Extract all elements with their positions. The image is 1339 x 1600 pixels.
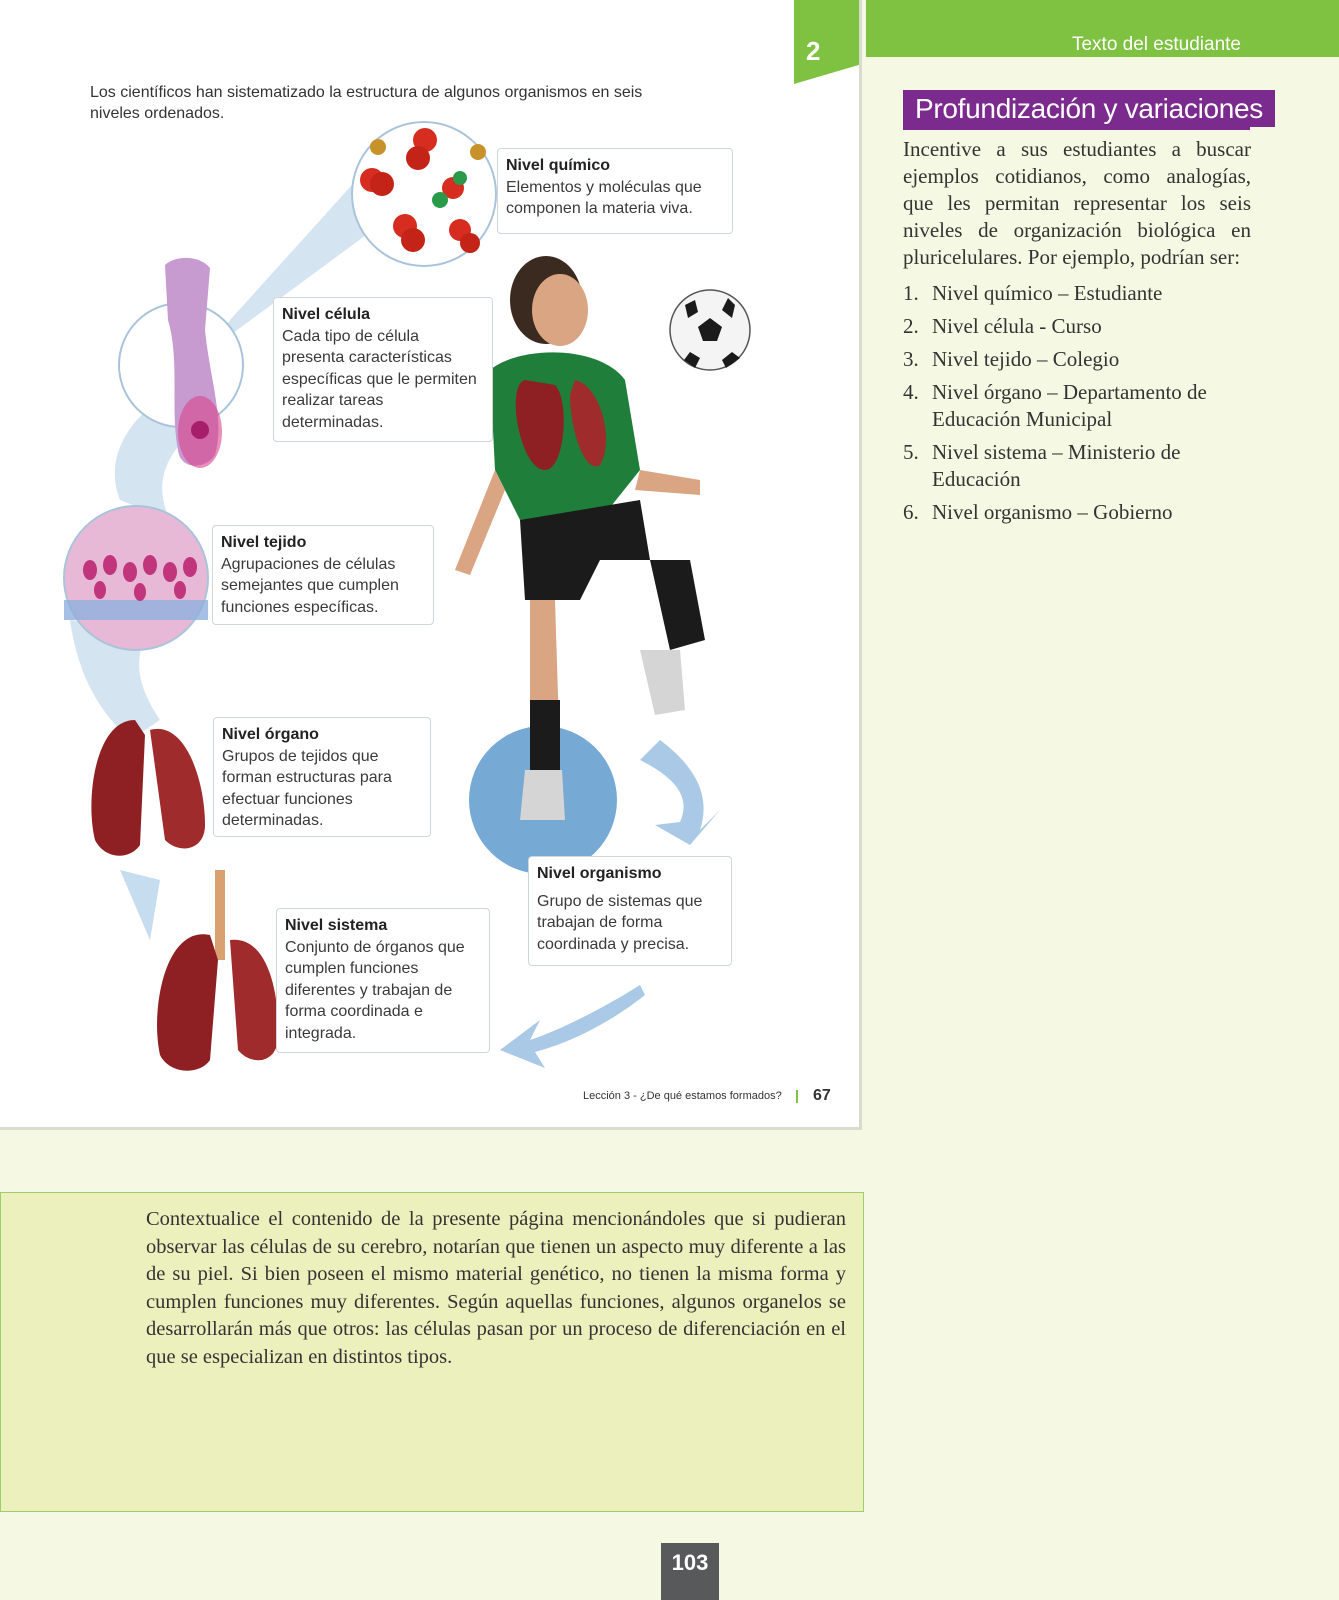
player-raised-sock bbox=[650, 560, 705, 650]
list-number: 4. bbox=[903, 380, 919, 404]
system-lung-right bbox=[230, 940, 278, 1061]
player-shirt bbox=[490, 352, 640, 520]
list-number: 5. bbox=[903, 440, 919, 464]
list-item bbox=[903, 499, 1263, 526]
level-title: Nivel organismo bbox=[537, 865, 662, 882]
intro-text: Los científicos han sistematizado la estructura de algunos organismos en seis niveles ordenados. bbox=[90, 84, 643, 122]
level-title: Nivel tejido bbox=[221, 534, 307, 551]
system-lung-left bbox=[157, 934, 218, 1071]
trachea bbox=[215, 870, 225, 960]
list-number: 6. bbox=[903, 500, 919, 524]
list-item bbox=[903, 313, 1263, 340]
list-text: Nivel órgano – Departamento de Educación Municipal bbox=[932, 380, 1207, 431]
player-shoe bbox=[520, 770, 565, 820]
level-chemical-box bbox=[497, 148, 733, 234]
player-raised-shoe bbox=[640, 650, 685, 715]
lesson-footer: Lección 3 - ¿De qué estamos formados? bbox=[583, 1090, 782, 1102]
player-sock bbox=[530, 700, 560, 770]
page-number: 103 bbox=[661, 1543, 719, 1600]
list-item bbox=[903, 439, 1263, 493]
context-note-text: Contextualice el contenido de la presente página mencionándoles que si pudieran observar las células de su cerebro, notarían que tienen un aspecto muy diferente a las de su piel. Si bien poseen el mismo material genético, no tienen la misma forma y cumplen funciones muy diferentes. Según aquellas funciones, algunos organelos se desarrollarán más que otros: las células pasan por un proceso de diferenciación en el que se especializan en distintos tipos. bbox=[146, 1208, 846, 1368]
list-text: Nivel sistema – Ministerio de Educación bbox=[932, 440, 1181, 491]
level-text: Cada tipo de célula presenta características específicas que le permiten realizar tareas determinadas. bbox=[282, 327, 477, 431]
sidebar-body: Incentive a sus estudiantes a buscar ejemplos cotidianos, como analogías, que les permitan representar los seis niveles de organización biológica en pluricelulares. Por ejemplo, podrían ser: bbox=[903, 137, 1251, 269]
list-item bbox=[903, 346, 1263, 373]
list-number: 3. bbox=[903, 347, 919, 371]
arrow-up-left bbox=[120, 870, 160, 940]
organ-lung-right bbox=[150, 729, 205, 849]
list-text: Nivel organismo – Gobierno bbox=[932, 500, 1173, 524]
list-number: 1. bbox=[903, 281, 919, 305]
list-number: 2. bbox=[903, 314, 919, 338]
student-page-number: 67 bbox=[813, 1087, 831, 1104]
list-text: Nivel tejido – Colegio bbox=[932, 347, 1120, 371]
level-organ-box bbox=[213, 717, 431, 837]
student-textbook-page bbox=[0, 0, 862, 1130]
analogy-list bbox=[903, 280, 1263, 532]
sidebar-title: Profundización y variaciones bbox=[903, 90, 1275, 127]
tissue-circle bbox=[64, 506, 208, 650]
arrow-down-left bbox=[500, 985, 645, 1068]
level-tissue-box bbox=[212, 525, 434, 625]
level-text: Elementos y moléculas que componen la materia viva. bbox=[506, 178, 702, 217]
level-cell-box bbox=[273, 297, 493, 442]
unit-number: 2 bbox=[806, 36, 821, 66]
level-title: Nivel célula bbox=[282, 306, 371, 323]
sidebar-title-underline bbox=[903, 127, 1250, 130]
level-title: Nivel químico bbox=[506, 157, 611, 174]
level-title: Nivel sistema bbox=[285, 917, 388, 934]
list-text: Nivel químico – Estudiante bbox=[932, 281, 1163, 305]
list-text: Nivel célula - Curso bbox=[932, 314, 1102, 338]
footer-divider bbox=[796, 1090, 798, 1103]
level-text: Grupos de tejidos que forman estructuras para efectuar funciones determinadas. bbox=[222, 747, 392, 829]
player-face bbox=[532, 274, 588, 346]
level-title: Nivel órgano bbox=[222, 726, 319, 743]
player-arm-right bbox=[635, 470, 700, 495]
list-item bbox=[903, 379, 1263, 433]
organ-lung-left bbox=[91, 720, 145, 856]
level-text: Conjunto de órganos que cumplen funciones diferentes y trabajan de forma coordinada e integrada. bbox=[285, 938, 465, 1042]
player-arm-left bbox=[455, 470, 505, 575]
level-system-box bbox=[276, 908, 490, 1053]
arrow-down-right bbox=[640, 740, 720, 845]
header-title: Texto del estudiante bbox=[1071, 34, 1241, 55]
level-text: Grupo de sistemas que trabajan de forma coordinada y precisa. bbox=[537, 892, 703, 953]
level-text: Agrupaciones de células semejantes que cumplen funciones específicas. bbox=[221, 555, 399, 616]
level-organism-box bbox=[528, 856, 732, 966]
list-item bbox=[903, 280, 1263, 307]
